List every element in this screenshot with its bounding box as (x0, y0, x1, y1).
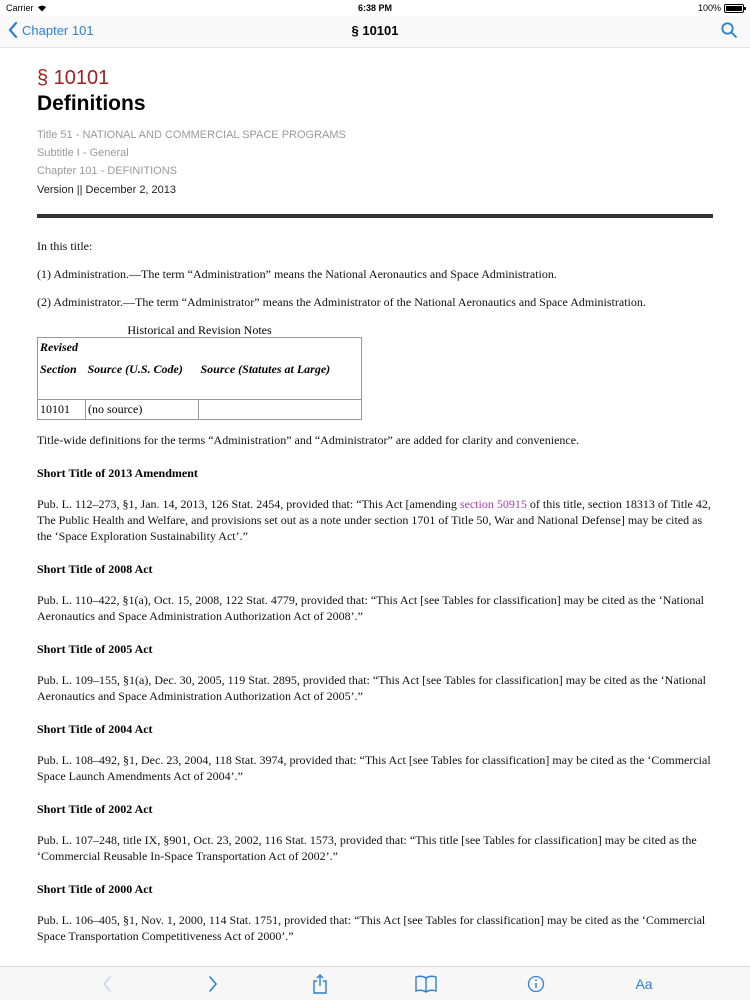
amendment-text (37, 496, 713, 544)
section-link[interactable]: section 50915 (459, 497, 527, 511)
amendment-heading: Short Title of 2000 Act (37, 882, 153, 896)
clock: 6:38 PM (357, 3, 392, 13)
battery-icon (724, 4, 744, 13)
header-divider (37, 214, 713, 218)
navigation-bar (0, 16, 750, 48)
battery-indicator (698, 3, 744, 13)
notes-caption: Historical and Revision Notes (127, 323, 272, 337)
version-label: Version || December 2, 2013 (37, 184, 177, 196)
status-bar (0, 0, 750, 16)
search-button[interactable] (720, 21, 738, 44)
amendment-heading: Short Title of 2005 Act (37, 642, 153, 656)
revision-notes-table (37, 337, 362, 420)
amendment-text: Pub. L. 108–492, §1, Dec. 23, 2004, 118 Stat. 3974, provided that: “This Act [see Tables for classification] may be cited as the ‘Commercial Space Launch Amendments Act of 2004’.” (37, 753, 711, 783)
cell-source-code: (no source) (86, 400, 199, 420)
previous-button[interactable] (96, 974, 118, 994)
column-header-section: Section (40, 361, 77, 376)
definition-2: (2) Administrator.—The term “Administrator” means the Administrator of the National Aeronautics and Space Administration. (37, 295, 646, 309)
chevron-left-icon (102, 976, 112, 992)
chapter-breadcrumb[interactable]: Chapter 101 - DEFINITIONS (37, 165, 177, 177)
intro-text: In this title: (37, 239, 93, 253)
bookmarks-button[interactable] (415, 974, 437, 994)
share-button[interactable] (309, 974, 331, 994)
chevron-right-icon (208, 976, 218, 992)
amendment-text: Pub. L. 106–405, §1, Nov. 1, 2000, 114 Stat. 1751, provided that: “This Act [see Tables for classification] may be cited as the ‘Commercial Space Transportation Competitiveness Act of 2000’.” (37, 913, 706, 943)
subtitle-breadcrumb[interactable]: Subtitle I - General (37, 147, 129, 159)
table-row (38, 400, 362, 420)
amendment-text: Pub. L. 110–422, §1(a), Oct. 15, 2008, 122 Stat. 4779, provided that: “This Act [see Tables for classification] may be cited as the ‘National Aeronautics and Space Administration Authorization Act of 2008’.” (37, 593, 705, 623)
amendment-text-part: Pub. L. 112–273, §1, Jan. 14, 2013, 126 Stat. 2454, provided that: “This Act [amending (37, 497, 460, 511)
carrier-label: Carrier (6, 3, 34, 13)
column-header-statutes: Source (Statutes at Large) (200, 361, 331, 376)
info-button[interactable] (525, 974, 547, 994)
section-title: Definitions (37, 92, 146, 115)
title-breadcrumb[interactable]: Title 51 - NATIONAL AND COMMERCIAL SPACE PROGRAMS (37, 129, 346, 141)
book-icon (415, 975, 437, 993)
amendment-heading: Short Title of 2013 Amendment (37, 466, 198, 480)
amendment-text: Pub. L. 107–248, title IX, §901, Oct. 23, 2002, 116 Stat. 1573, provided that: “This title [see Tables for classification] may be cited as the ‘Commercial Reusable In-Space Transportation Act of 2002’.” (37, 833, 697, 863)
search-icon (720, 21, 738, 39)
page-title: § 10101 (351, 23, 399, 38)
next-button[interactable] (202, 974, 224, 994)
revised-label: Revised (40, 340, 78, 354)
amendment-heading: Short Title of 2002 Act (37, 802, 153, 816)
bottom-toolbar (0, 966, 750, 1000)
battery-percent: 100% (697, 3, 721, 13)
column-header-us-code: Source (U.S. Code) (87, 361, 183, 376)
amendment-heading: Short Title of 2008 Act (37, 562, 153, 576)
amendment-text-part: of this title, section 18313 of Title 42, The Public Health and Welfare, and provisions set out as a note under section 1701 of Title 50, War and National Defense] may be cited as the ‘Space Exploration Sustainability Act’.” (37, 497, 711, 543)
amendment-heading: Short Title of 2004 Act (37, 722, 153, 736)
amendment-text: Pub. L. 109–155, §1(a), Dec. 30, 2005, 119 Stat. 2895, provided that: “This Act [see Tables for classification] may be cited as the ‘National Aeronautics and Space Administration Authorization Act of 2005’.” (37, 673, 706, 703)
font-size-button[interactable]: Aa (635, 976, 653, 992)
info-icon (527, 975, 545, 993)
cell-source-statutes (199, 400, 362, 420)
cell-section: 10101 (38, 400, 86, 420)
back-button-label: Chapter 101 (22, 22, 94, 38)
notes-explanation: Title-wide definitions for the terms “Administration” and “Administrator” are added for clarity and convenience. (37, 433, 580, 447)
section-number: § 10101 (37, 67, 110, 89)
share-icon (312, 974, 328, 994)
document-content (37, 48, 713, 944)
definition-1: (1) Administration.—The term “Administration” means the National Aeronautics and Space Administration. (37, 267, 557, 281)
